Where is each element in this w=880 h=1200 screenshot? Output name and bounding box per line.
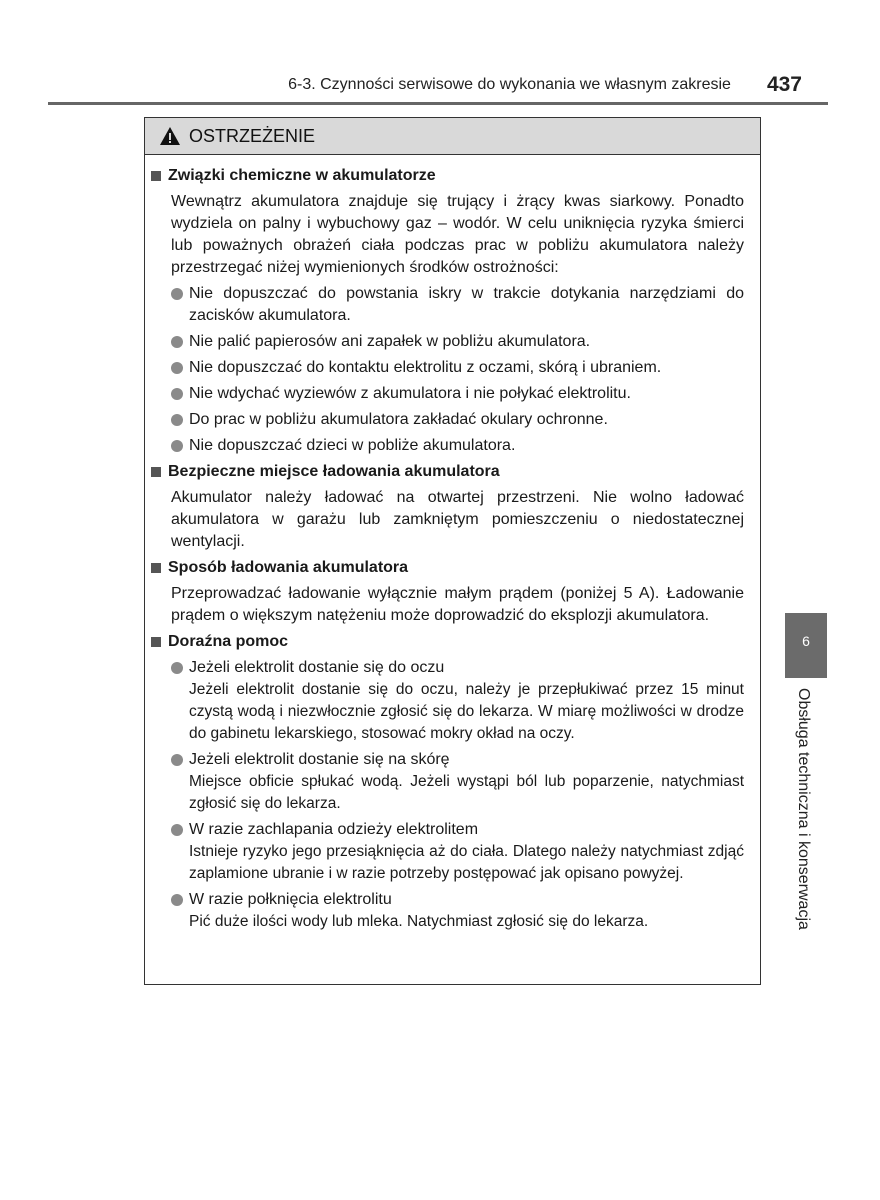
list-item-text — [189, 435, 744, 457]
page-number: 437 — [766, 73, 802, 96]
list-item — [171, 889, 744, 933]
list-item-text — [189, 383, 744, 405]
list-item-text — [189, 283, 744, 327]
list-item-text — [189, 889, 744, 933]
warning-box — [144, 117, 761, 985]
circle-bullet-icon — [171, 662, 183, 674]
square-bullet-icon — [151, 563, 161, 573]
section-heading — [151, 631, 744, 653]
list-item-title: W razie połknięcia elektrolitu — [189, 891, 392, 908]
list-item-text — [189, 819, 744, 885]
section-paragraph: Akumulator należy ładować na otwartej przestrzeni. Nie wolno ładować akumulatora w garażu lub zamkniętym pomieszczeniu o niedostatecznej wentylacji. — [171, 489, 744, 550]
list-item — [171, 357, 744, 379]
warning-title: OSTRZEŻENIE — [189, 125, 316, 146]
list-item — [171, 819, 744, 885]
section-paragraph: Przeprowadzać ładowanie wyłącznie małym prądem (poniżej 5 A). Ładowanie prądem o większym natężeniu może doprowadzić do eksplozji akumulatora. — [171, 585, 744, 624]
list-item-title: Nie dopuszczać dzieci w pobliże akumulatora. — [189, 437, 516, 454]
bullet-list — [151, 283, 744, 457]
list-item-detail: Pić duże ilości wody lub mleka. Natychmiast zgłosić się do lekarza. — [189, 913, 649, 930]
section-heading — [151, 461, 744, 483]
section-heading-text: Związki chemiczne w akumulatorze — [168, 167, 436, 184]
circle-bullet-icon — [171, 414, 183, 426]
warning-triangle-icon — [159, 126, 181, 146]
warning-header — [145, 118, 760, 155]
circle-bullet-icon — [171, 754, 183, 766]
circle-bullet-icon — [171, 288, 183, 300]
section-paragraph: Wewnątrz akumulatora znajduje się trujący i żrący kwas siarkowy. Ponadto wydziela on palny i wybuchowy gaz – wodór. W celu uniknięcia ryzyka śmierci lub poważnych obrażeń ciała podczas prac w pobliżu akumulatora należy przestrzegać niżej wymienionych środków ostrożności: — [171, 193, 744, 276]
section-title: 6-3. Czynności serwisowe do wykonania we własnym zakresie — [288, 76, 731, 93]
page-header — [48, 68, 828, 105]
list-item — [171, 409, 744, 431]
bullet-list — [151, 657, 744, 933]
list-item-text — [189, 657, 744, 745]
square-bullet-icon — [151, 467, 161, 477]
warning-content — [145, 155, 760, 933]
circle-bullet-icon — [171, 362, 183, 374]
circle-bullet-icon — [171, 388, 183, 400]
chapter-number: 6 — [802, 633, 810, 649]
list-item-detail: Istnieje ryzyko jego przesiąknięcia aż do ciała. Dlatego należy natychmiast zdjąć zaplamione ubranie i w razie potrzeby postępować jak opisano powyżej. — [189, 843, 744, 882]
circle-bullet-icon — [171, 440, 183, 452]
list-item-title: Jeżeli elektrolit dostanie się do oczu — [189, 659, 445, 676]
list-item-text — [189, 331, 744, 353]
list-item-title: W razie zachlapania odzieży elektrolitem — [189, 821, 479, 838]
list-item — [171, 383, 744, 405]
list-item-title: Nie palić papierosów ani zapałek w pobliżu akumulatora. — [189, 333, 591, 350]
list-item — [171, 283, 744, 327]
chapter-label — [788, 688, 818, 956]
chapter-label-text: Obsługa techniczna i konserwacja — [795, 688, 812, 930]
section-heading-text: Doraźna pomoc — [168, 633, 289, 650]
list-item-detail: Jeżeli elektrolit dostanie się do oczu, należy je przepłukiwać przez 15 minut czystą wodą i niezwłocznie zgłosić się do lekarza. W miarę możliwości w drodze do gabinetu lekarskiego, stosować mokry okład na oczy. — [189, 681, 744, 742]
list-item-text — [189, 409, 744, 431]
section-heading — [151, 165, 744, 187]
list-item — [171, 435, 744, 457]
list-item-detail: Miejsce obficie spłukać wodą. Jeżeli wystąpi ból lub poparzenie, natychmiast zgłosić się do lekarza. — [189, 773, 744, 812]
list-item — [171, 749, 744, 815]
square-bullet-icon — [151, 171, 161, 181]
list-item — [171, 331, 744, 353]
circle-bullet-icon — [171, 894, 183, 906]
list-item-title: Nie dopuszczać do powstania iskry w trakcie dotykania narzędziami do zacisków akumulatora. — [189, 285, 744, 324]
list-item — [171, 657, 744, 745]
list-item-text — [189, 357, 744, 379]
circle-bullet-icon — [171, 824, 183, 836]
section-heading-text: Bezpieczne miejsce ładowania akumulatora — [168, 463, 500, 480]
circle-bullet-icon — [171, 336, 183, 348]
section-heading-text: Sposób ładowania akumulatora — [168, 559, 409, 576]
list-item-title: Do prac w pobliżu akumulatora zakładać okulary ochronne. — [189, 411, 608, 428]
list-item-title: Nie dopuszczać do kontaktu elektrolitu z oczami, skórą i ubraniem. — [189, 359, 662, 376]
chapter-tab — [785, 613, 827, 678]
square-bullet-icon — [151, 637, 161, 647]
section-heading — [151, 557, 744, 579]
list-item-title: Nie wdychać wyziewów z akumulatora i nie połykać elektrolitu. — [189, 385, 631, 402]
list-item-text — [189, 749, 744, 815]
list-item-title: Jeżeli elektrolit dostanie się na skórę — [189, 751, 450, 768]
